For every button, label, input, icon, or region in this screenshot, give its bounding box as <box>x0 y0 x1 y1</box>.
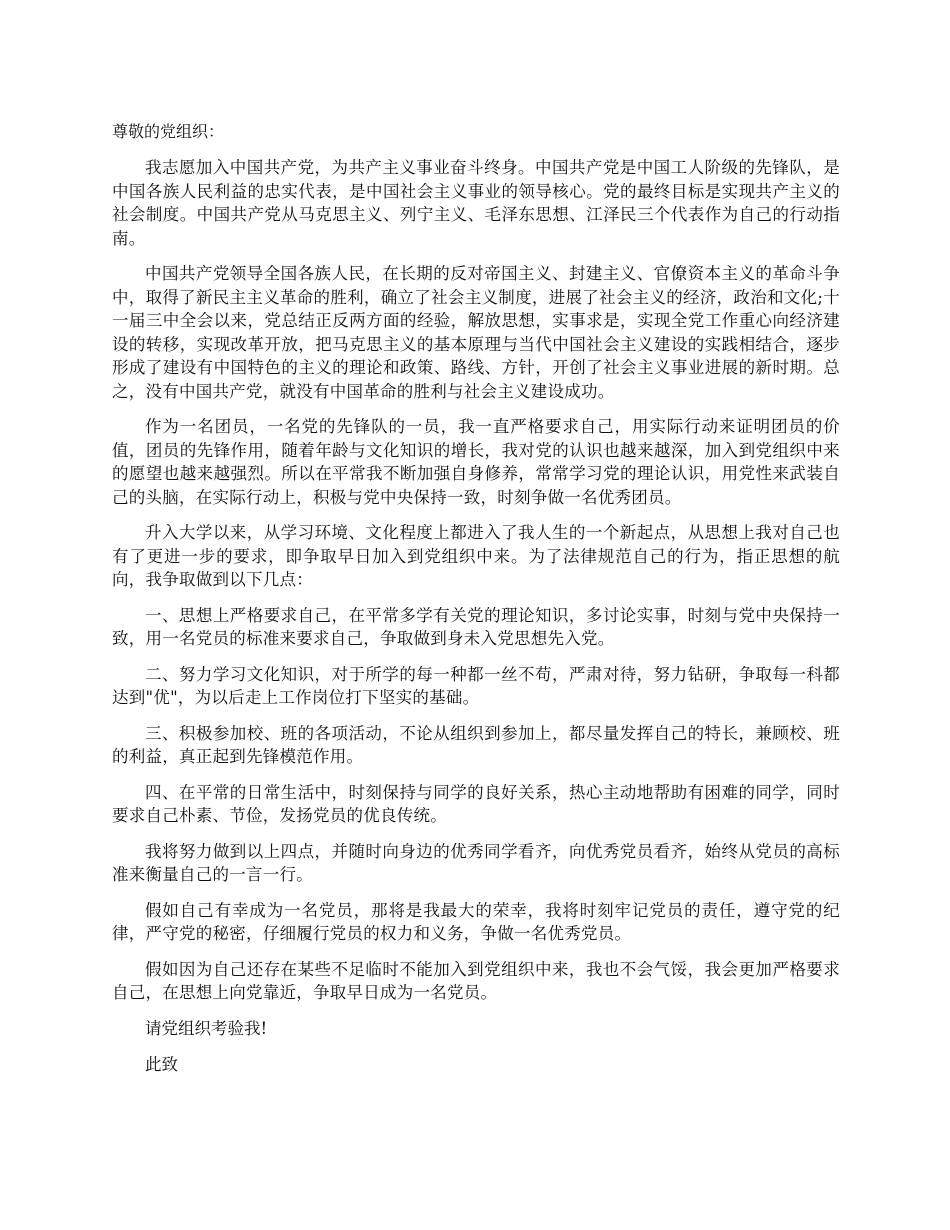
paragraph-point-two: 二、努力学习文化知识，对于所学的每一种都一丝不苟，严肃对待，努力钻研，争取每一科都达到"优"，为以后走上工作岗位打下坚实的基础。 <box>112 664 840 707</box>
paragraph-point-four: 四、在平常的日常生活中，时刻保持与同学的良好关系，热心主动地帮助有困难的同学，同时要求自己朴素、节俭，发扬党员的优良传统。 <box>112 782 840 825</box>
paragraph-pledge: 我志愿加入中国共产党，为共产主义事业奋斗终身。中国共产党是中国工人阶级的先锋队，是中国各族人民利益的忠实代表，是中国社会主义事业的领导核心。党的最终目标是实现共产主义的社会制度。中国共产党从马克思主义、列宁主义、毛泽东思想、江泽民三个代表作为自己的行动指南。 <box>112 158 840 248</box>
paragraph-if-not-accepted: 假如因为自己还存在某些不足临时不能加入到党组织中来，我也不会气馁，我会更加严格要求自己，在思想上向党靠近，争取早日成为一名党员。 <box>112 959 840 1002</box>
paragraph-party-history: 中国共产党领导全国各族人民，在长期的反对帝国主义、封建主义、官僚资本主义的革命斗争中，取得了新民主主义革命的胜利，确立了社会主义制度，进展了社会主义的经济，政治和文化;十一届三中全会以来，党总结正反两方面的经验，解放思想，实事求是，实现全党工作重心向经济建设的转移，实现改革开放，把马克思主义的基本原理与当代中国社会主义建设的实践相结合，逐步形成了建设有中国特色的主义的理论和政策、路线、方针，开创了社会主义事业进展的新时期。总之，没有中国共产党，就没有中国革命的胜利与社会主义建设成功。 <box>112 264 840 401</box>
salutation: 尊敬的党组织： <box>112 122 225 141</box>
paragraph-point-three: 三、积极参加校、班的各项活动，不论从组织到参加上，都尽量发挥自己的特长，兼顾校、班的利益，真正起到先锋模范作用。 <box>112 723 840 766</box>
paragraph-league-member: 作为一名团员，一名党的先锋队的一员，我一直严格要求自己，用实际行动来证明团员的价值，团员的先锋作用，随着年龄与文化知识的增长，我对党的认识也越来越深，加入到党组织中来的愿望也越来越强烈。所以在平常我不断加强自身修养，常常学习党的理论认识，用党性来武装自己的头脑，在实际行动上，积极与党中央保持一致，时刻争做一名优秀团员。 <box>112 417 840 507</box>
paragraph-university: 升入大学以来，从学习环境、文化程度上都进入了我人生的一个新起点，从思想上我对自己也有了更进一步的要求，即争取早日加入到党组织中来。为了法律规范自己的行为，指正思想的航向，我争取做到以下几点： <box>112 523 840 589</box>
closing-request: 请党组织考验我! <box>145 1018 268 1038</box>
closing-regards: 此致 <box>145 1054 178 1074</box>
paragraph-point-one: 一、思想上严格要求自己，在平常多学有关党的理论知识，多讨论实事，时刻与党中央保持一致，用一名党员的标准来要求自己，争取做到身未入党思想先入党。 <box>112 605 840 648</box>
letter-page <box>112 120 840 1089</box>
paragraph-if-accepted: 假如自己有幸成为一名党员，那将是我最大的荣幸，我将时刻牢记党员的责任，遵守党的纪律，严守党的秘密，仔细履行党员的权力和义务，争做一名优秀党员。 <box>112 900 840 943</box>
paragraph-commitment: 我将努力做到以上四点，并随时向身边的优秀同学看齐，向优秀党员看齐，始终从党员的高标准来衡量自己的一言一行。 <box>112 841 840 884</box>
